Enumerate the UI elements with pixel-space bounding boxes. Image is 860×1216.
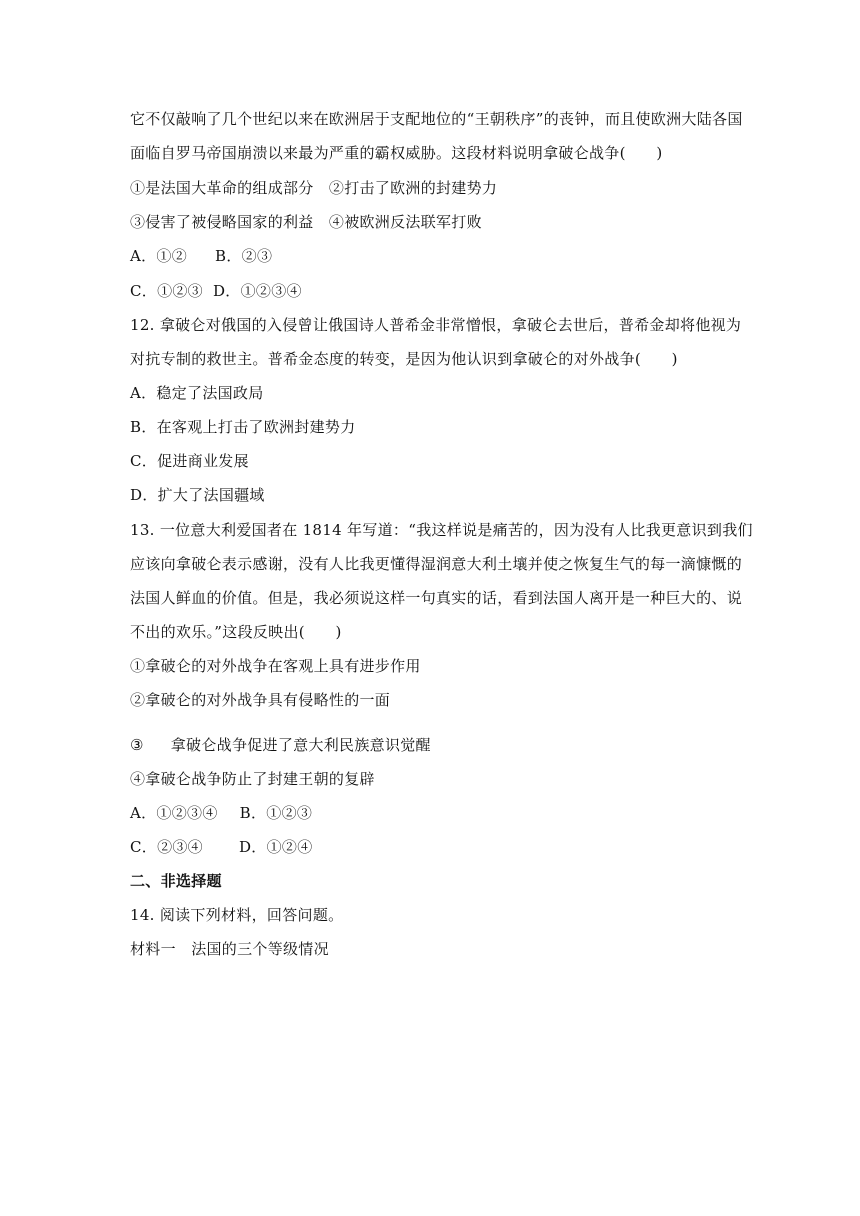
q13-choices-row-1 xyxy=(130,803,312,823)
q13-option-3-text: 拿破仑战争促进了意大利民族意识觉醒 xyxy=(170,736,431,754)
q11-choice-b: B．②③ xyxy=(215,247,273,265)
q12-choice-c: C．促进商业发展 xyxy=(130,452,249,470)
q13-choices-row-2 xyxy=(130,837,313,857)
q11-choices-row-1 xyxy=(130,246,272,266)
q11-stem-line-2: 面临自罗马帝国崩溃以来最为严重的霸权威胁。这段材料说明拿破仑战争( ) xyxy=(130,144,663,162)
q12-stem-line-1: 12. 拿破仑对俄国的入侵曾让俄国诗人普希金非常憎恨，拿破仑去世后，普希金却将他视为 xyxy=(130,316,742,334)
q13-option-4: ④拿破仑战争防止了封建王朝的复辟 xyxy=(130,770,375,788)
q12-stem-line-2: 对抗专制的救世主。普希金态度的转变，是因为他认识到拿破仑的对外战争( ) xyxy=(130,350,678,368)
q13-stem-line-3: 法国人鲜血的价值。但是，我必须说这样一句真实的话，看到法国人离开是一种巨大的、说 xyxy=(130,589,743,607)
q14-material-1-title: 材料一 法国的三个等级情况 xyxy=(130,940,329,958)
q11-stem-line-1: 它不仅敲响了几个世纪以来在欧洲居于支配地位的“王朝秩序”的丧钟，而且使欧洲大陆各国 xyxy=(130,110,743,128)
q13-stem-line-4: 不出的欢乐。”这段反映出( ) xyxy=(130,623,342,641)
q13-option-1: ①拿破仑的对外战争在客观上具有进步作用 xyxy=(130,657,421,675)
q13-option-2: ②拿破仑的对外战争具有侵略性的一面 xyxy=(130,691,391,709)
q12-choice-a: A．稳定了法国政局 xyxy=(130,384,264,402)
q13-option-3-number: ③ xyxy=(130,736,144,754)
q14-stem: 14. 阅读下列材料，回答问题。 xyxy=(130,906,344,924)
q11-options-3-4: ③侵害了被侵略国家的利益 ④被欧洲反法联军打败 xyxy=(130,213,482,231)
q11-choice-c: C．①②③ xyxy=(130,282,203,300)
q11-choice-d: D．①②③④ xyxy=(212,282,302,300)
q13-option-3 xyxy=(130,735,431,755)
q11-choice-a: A．①② xyxy=(130,247,188,265)
q11-choices-row-2 xyxy=(130,281,302,301)
q13-stem-line-1: 13. 一位意大利爱国者在 1814 年写道：“我这样说是痛苦的，因为没有人比我更意识到我们 xyxy=(130,521,753,539)
q13-choice-c: C．②③④ xyxy=(130,838,203,856)
q13-stem-line-2: 应该向拿破仑表示感谢，没有人比我更懂得湿润意大利土壤并使之恢复生气的每一滴慷慨的 xyxy=(130,555,743,573)
section-heading: 二、非选择题 xyxy=(130,872,222,890)
q12-choice-d: D．扩大了法国疆域 xyxy=(130,486,265,504)
q13-choice-b: B．①②③ xyxy=(239,804,313,822)
q11-options-1-2: ①是法国大革命的组成部分 ②打击了欧洲的封建势力 xyxy=(130,179,498,197)
q13-choice-d: D．①②④ xyxy=(238,838,313,856)
q12-choice-b: B．在客观上打击了欧洲封建势力 xyxy=(130,418,356,436)
q13-choice-a: A．①②③④ xyxy=(130,804,218,822)
